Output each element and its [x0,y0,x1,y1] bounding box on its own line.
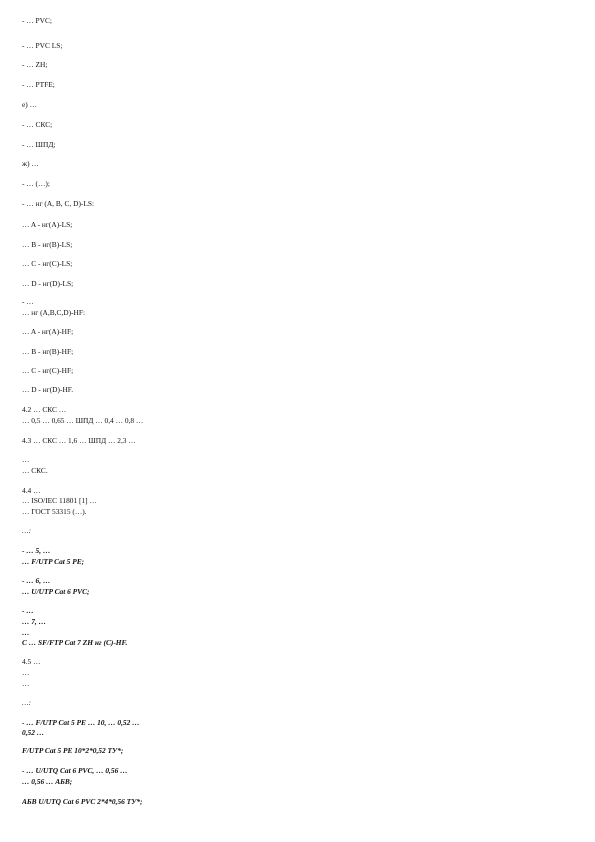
text-line: … [22,668,30,677]
text-line: … A - нг(A)-HF; [22,327,74,336]
text-line: … D - нг(D)-HF. [22,385,74,394]
text-line: … [22,628,30,637]
text-line: … C - нг(C)-HF; [22,366,74,375]
text-line: - … [22,606,34,615]
text-line: 4.3 … СКС … 1,6 … ШПД … 2,3 … [22,436,136,445]
text-line: - … ШПД; [22,140,56,149]
text-line: … B - нг(B)-HF; [22,347,74,356]
text-line: 4.4 … [22,486,41,495]
text-line: …: [22,526,32,535]
text-line: - … нг (A, B, C, D)-LS: [22,199,95,208]
text-line: - … PTFE; [22,80,55,89]
text-line: … [22,455,30,464]
text-line: - … СКС; [22,120,53,129]
text-line: АБВ U/UTQ Cat 6 PVC 2*4*0,56 ТУ*; [22,797,143,806]
text-line: … ISO/IEC 11801 [1] … [22,496,97,505]
text-line: - … (…); [22,179,50,188]
text-line: … нг (A,B,C,D)-HF: [22,308,86,317]
text-line: - … ZH; [22,60,48,69]
text-line: … 0,56 … АБВ; [22,777,73,786]
text-line: - … 5, … [22,546,51,555]
text-line: C … SF/FTP Cat 7 ZH нг (C)-HF. [22,638,128,647]
text-line: … B - нг(B)-LS; [22,240,73,249]
text-line: …: [22,698,32,707]
text-line: F/UTP Cat 5 PE 10*2*0,52 ТУ*; [22,746,124,755]
text-line: … 0,5 … 0,65 … ШПД … 0,4 … 0,8 … [22,416,144,425]
text-line: 0,52 … [22,728,45,737]
text-line: … C - нг(C)-LS; [22,259,73,268]
text-line: ж) … [22,159,39,168]
text-line: - … F/UTP Cat 5 PE … 10, … 0,52 … [22,718,140,727]
text-line: - … 6, … [22,576,51,585]
text-line: … F/UTP Cat 5 PE; [22,557,85,566]
text-line: 4.5 … [22,657,41,666]
text-line: - … PVC; [22,16,52,25]
text-line: е) … [22,100,37,109]
text-line: … A - нг(A)-LS; [22,220,73,229]
text-line: … СКС. [22,466,48,475]
text-line: … [22,679,30,688]
text-line: - … PVC LS; [22,41,63,50]
text-line: … 7, … [22,617,47,626]
text-line: - … [22,297,34,306]
text-line: … ГОСТ 53315 (…). [22,507,87,516]
text-line: 4.2 … СКС … [22,405,67,414]
text-line: - … U/UTQ Cat 6 PVC, … 0,56 … [22,766,128,775]
text-line: … D - нг(D)-LS; [22,279,74,288]
text-line: … U/UTP Cat 6 PVC; [22,587,90,596]
